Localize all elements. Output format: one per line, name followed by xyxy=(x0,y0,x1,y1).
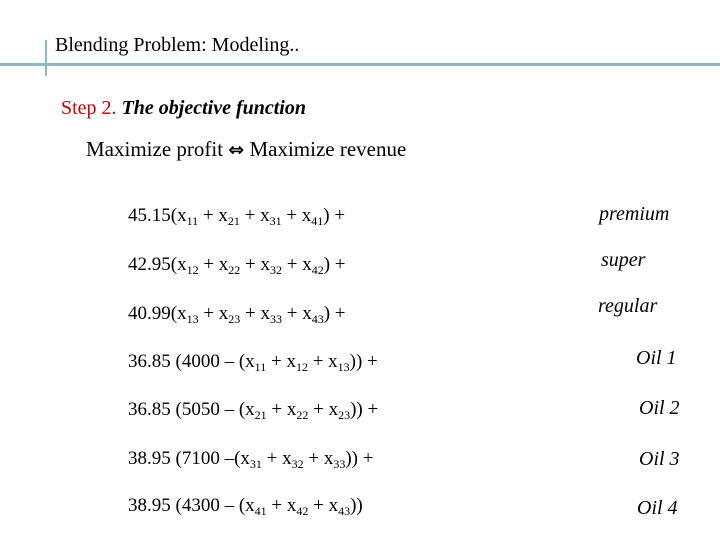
objective-term: 38.95 $(4300 - (x_{41} + x_{42} + x_{43}))$ xyxy=(128,495,363,518)
term-prefix: (4300 – ( xyxy=(170,495,246,516)
term-coefficient: 45.15 xyxy=(128,205,171,226)
term-prefix: (5050 – ( xyxy=(170,399,246,420)
term-annotation: super xyxy=(601,249,646,271)
term-variable: $x_{11}$ xyxy=(245,351,267,374)
objective-term: 36.85 $(5050 - (x_{21} + x_{22} + x_{23}))$ + xyxy=(128,399,379,422)
term-variable: $x_{42}$ xyxy=(302,254,324,277)
term-annotation: Oil 3 xyxy=(639,448,680,470)
objective-term: $42.95(x_{12} + x_{22} + x_{32} + x_{42})$ + xyxy=(128,254,346,277)
term-variable: $x_{23}$ xyxy=(218,303,241,326)
title-accent-line-bottom xyxy=(45,66,47,76)
term-variable: $x_{13}$ xyxy=(328,351,350,374)
term-suffix: )) + xyxy=(345,448,374,469)
term-coefficient: 38.95 xyxy=(128,495,171,516)
term-prefix: ( xyxy=(170,254,178,275)
term-annotation: Oil 1 xyxy=(636,347,677,369)
term-variable: $x_{11}$ xyxy=(177,205,199,228)
term-annotation: Oil 4 xyxy=(637,497,678,519)
objective-term: 38.95 (7100 $-(x_{31} + x_{32} + x_{33})$) + xyxy=(128,448,374,471)
term-variable: $x_{31}$ xyxy=(260,205,282,228)
term-variable: $x_{31}$ xyxy=(240,448,262,471)
maximize-profit-text: Maximize profit xyxy=(86,137,224,161)
term-variable: $x_{42}$ xyxy=(286,495,309,518)
slide-title: Blending Problem: Modeling.. xyxy=(55,34,300,56)
term-variable: $x_{22}$ xyxy=(286,399,309,422)
term-variable: $x_{21}$ xyxy=(218,205,240,228)
step-heading xyxy=(61,96,306,120)
objective-term: $45.15(x_{11} + x_{21} + x_{31} + x_{41})$ + xyxy=(128,205,346,228)
term-suffix: )) xyxy=(350,495,363,516)
maximize-revenue-text: Maximize revenue xyxy=(249,137,407,161)
term-suffix: )) + xyxy=(350,399,379,420)
term-variable: $x_{21}$ xyxy=(245,399,267,422)
term-prefix: (4000 – ( xyxy=(170,351,246,372)
term-variable: $x_{43}$ xyxy=(302,303,324,326)
step-name: The objective function xyxy=(121,97,306,119)
term-variable: $x_{32}$ xyxy=(282,448,304,471)
double-arrow-icon: ⇔ xyxy=(228,139,245,161)
term-variable: $x_{13}$ xyxy=(177,303,199,326)
term-suffix: ) + xyxy=(323,254,346,275)
term-annotation: Oil 2 xyxy=(639,397,680,419)
objective-term: 36.85 $(4000 - (x_{11} + x_{12} + x_{13}))$ + xyxy=(128,351,378,374)
term-coefficient: 38.95 xyxy=(128,448,171,469)
term-variable: $x_{41}$ xyxy=(301,205,324,228)
title-accent-line-top xyxy=(45,40,47,63)
term-variable: $x_{12}$ xyxy=(286,351,308,374)
term-variable: $x_{22}$ xyxy=(218,254,241,277)
term-suffix: ) + xyxy=(323,303,346,324)
term-coefficient: 36.85 xyxy=(128,351,171,372)
term-variable: $x_{33}$ xyxy=(323,448,346,471)
term-variable: $x_{41}$ xyxy=(245,495,267,518)
term-variable: $x_{43}$ xyxy=(328,495,351,518)
maximize-equivalence xyxy=(86,136,406,163)
term-prefix: (7100 –( xyxy=(170,448,241,469)
term-variable: $x_{32}$ xyxy=(260,254,283,277)
term-coefficient: 42.95 xyxy=(128,254,171,275)
term-prefix: ( xyxy=(170,205,178,226)
term-suffix: ) + xyxy=(323,205,346,226)
term-variable: $x_{12}$ xyxy=(177,254,199,277)
term-coefficient: 40.99 xyxy=(128,303,171,324)
term-coefficient: 36.85 xyxy=(128,399,171,420)
objective-term: $40.99(x_{13} + x_{23} + x_{33} + x_{43})$ + xyxy=(128,303,346,326)
term-annotation: regular xyxy=(598,295,658,317)
title-underline xyxy=(0,63,720,66)
term-prefix: ( xyxy=(170,303,178,324)
term-suffix: )) + xyxy=(349,351,378,372)
term-annotation: premium xyxy=(599,203,670,225)
term-variable: $x_{33}$ xyxy=(260,303,283,326)
step-number: Step 2. xyxy=(61,97,117,119)
term-variable: $x_{23}$ xyxy=(328,399,351,422)
